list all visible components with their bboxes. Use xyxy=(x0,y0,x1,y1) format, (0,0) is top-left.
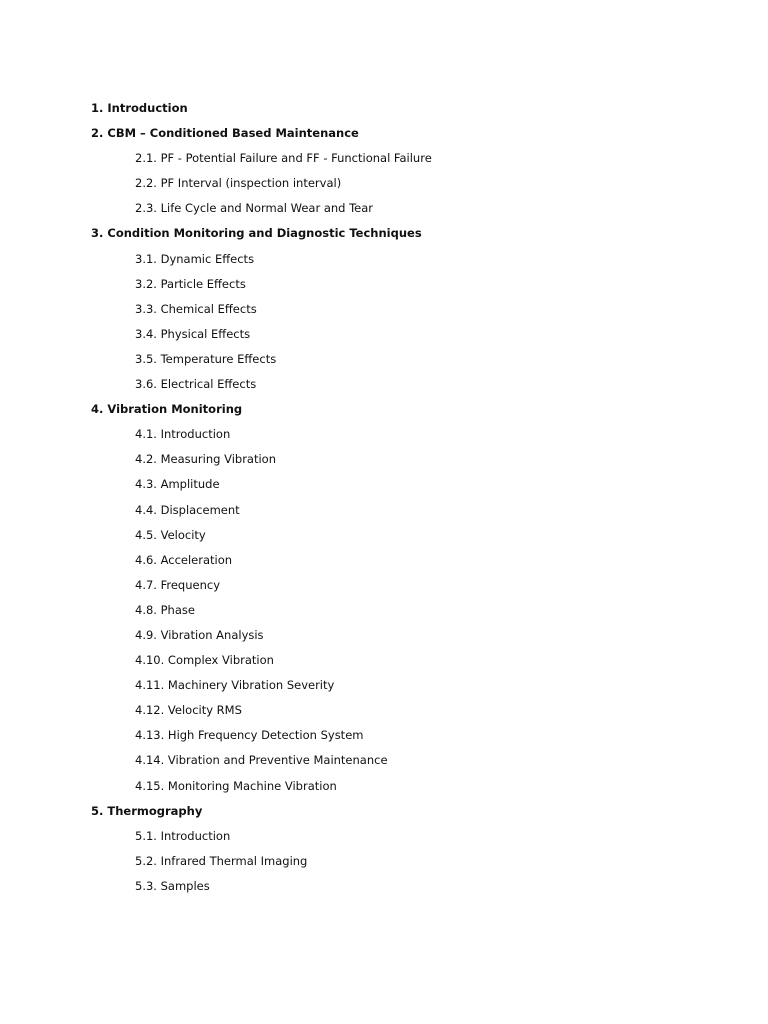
toc-subsection: 4.11. Machinery Vibration Severity xyxy=(135,678,335,693)
toc-subsection: 4.10. Complex Vibration xyxy=(135,653,274,668)
toc-subsection: 4.1. Introduction xyxy=(135,427,231,442)
toc-subsection: 4.2. Measuring Vibration xyxy=(135,452,277,467)
toc-section: 4. Vibration Monitoring xyxy=(91,402,243,417)
toc-section: 5. Thermography xyxy=(91,803,203,818)
toc-subsection: 4.15. Monitoring Machine Vibration xyxy=(135,778,337,793)
toc-subsection: 4.13. High Frequency Detection System xyxy=(135,728,364,743)
toc-subsection: 4.7. Frequency xyxy=(135,577,221,592)
toc-subsection: 3.1. Dynamic Effects xyxy=(135,251,255,266)
toc-subsection: 5.1. Introduction xyxy=(135,828,231,843)
toc-subsection: 2.1. PF - Potential Failure and FF - Functional Failure xyxy=(135,151,432,166)
toc-subsection: 5.3. Samples xyxy=(135,878,210,893)
toc-section: 3. Condition Monitoring and Diagnostic Techniques xyxy=(91,226,422,241)
toc-subsection: 3.5. Temperature Effects xyxy=(135,351,277,366)
toc-subsection: 3.4. Physical Effects xyxy=(135,326,251,341)
toc-subsection: 3.2. Particle Effects xyxy=(135,276,246,291)
toc-subsection: 3.3. Chemical Effects xyxy=(135,301,257,316)
toc-subsection: 5.2. Infrared Thermal Imaging xyxy=(135,853,308,868)
toc-subsection: 4.6. Acceleration xyxy=(135,552,233,567)
toc-subsection: 3.6. Electrical Effects xyxy=(135,377,257,392)
toc-subsection: 4.14. Vibration and Preventive Maintenance xyxy=(135,753,388,768)
toc-subsection: 4.8. Phase xyxy=(135,602,195,617)
toc-section: 2. CBM – Conditioned Based Maintenance xyxy=(91,126,359,141)
toc-subsection: 2.3. Life Cycle and Normal Wear and Tear xyxy=(135,201,374,216)
toc-subsection: 4.12. Velocity RMS xyxy=(135,703,242,718)
toc-subsection: 2.2. PF Interval (inspection interval) xyxy=(135,176,342,191)
toc-subsection: 4.5. Velocity xyxy=(135,527,206,542)
table-of-contents xyxy=(91,100,731,903)
toc-subsection: 4.4. Displacement xyxy=(135,502,240,517)
toc-subsection: 4.3. Amplitude xyxy=(135,477,220,492)
toc-section: 1. Introduction xyxy=(91,101,188,115)
toc-subsection: 4.9. Vibration Analysis xyxy=(135,627,264,642)
